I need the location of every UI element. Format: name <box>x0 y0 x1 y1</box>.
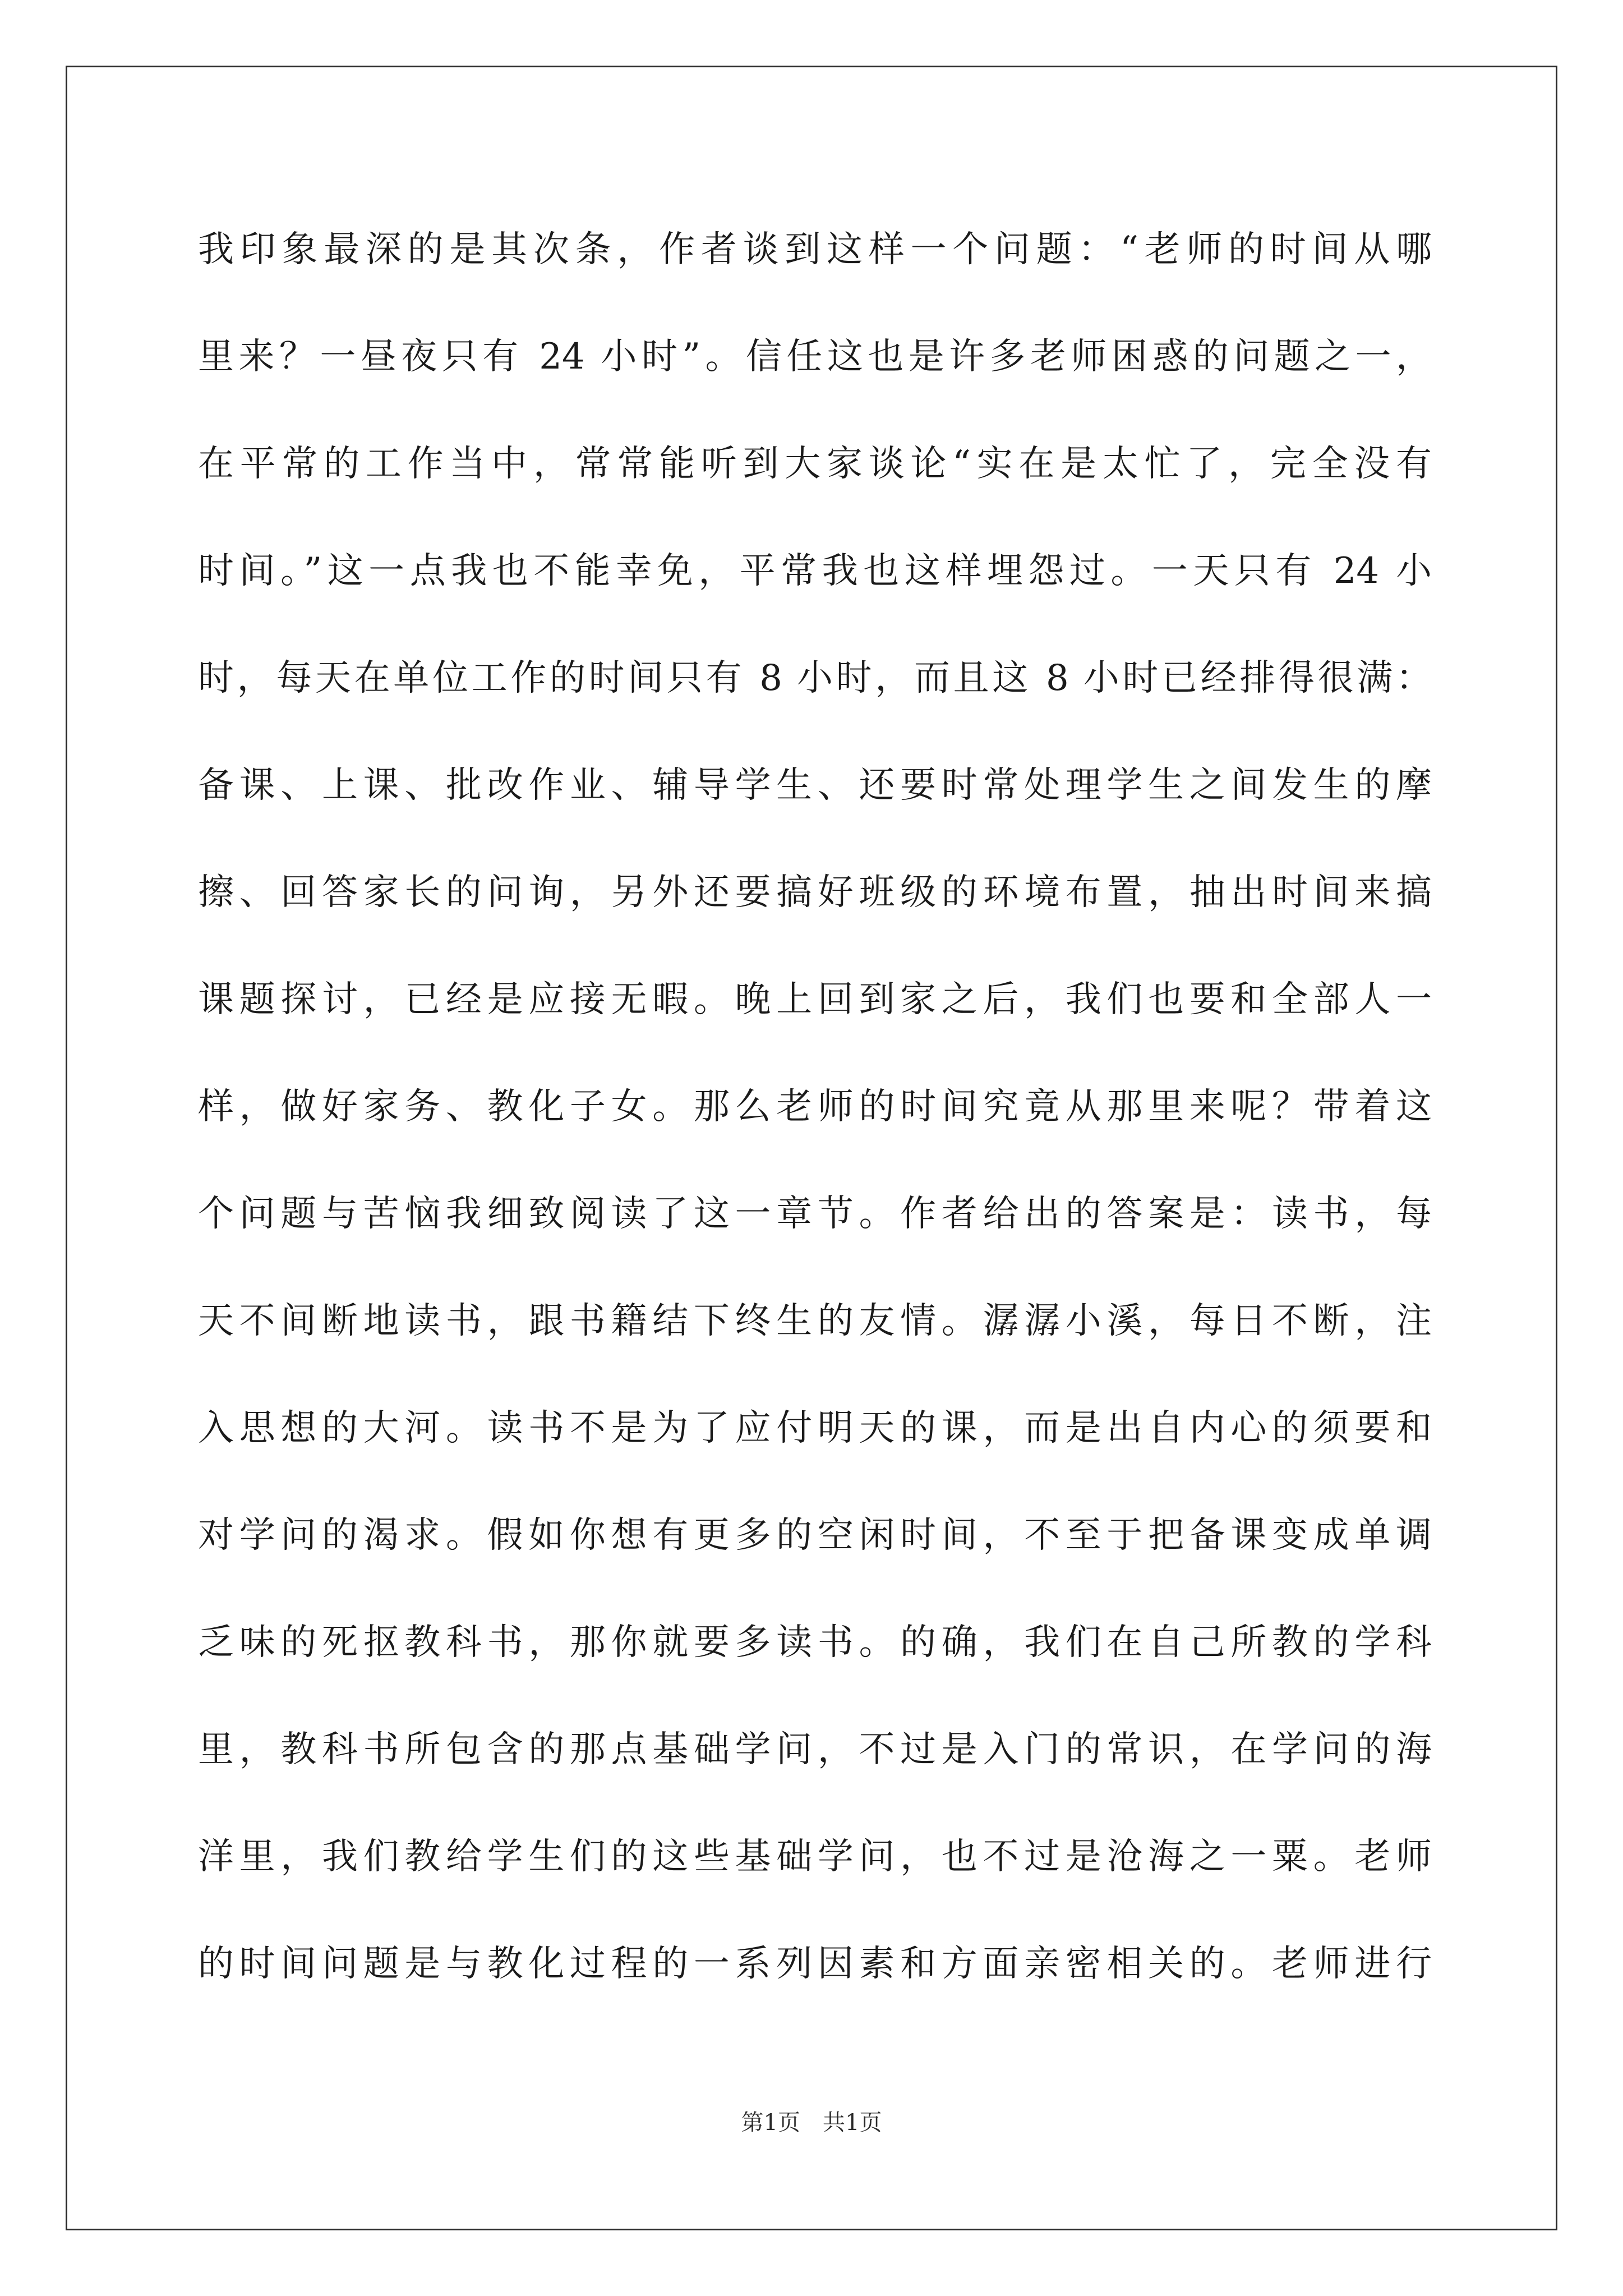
text-line-14: 乏味的死抠教科书，那你就要多读书。的确，我们在自己所教的学科 <box>198 1622 1432 1663</box>
text-line-1: 我印象最深的是其次条，作者谈到这样一个问题：“老师的时间从哪 <box>198 229 1432 270</box>
text-line-10: 个问题与苦恼我细致阅读了这一章节。作者给出的答案是：读书，每 <box>198 1193 1432 1235</box>
text-line-3: 在平常的工作当中，常常能听到大家谈论“实在是太忙了，完全没有 <box>198 443 1432 485</box>
text-line-11: 天不间断地读书，跟书籍结下终生的友情。潺潺小溪，每日不断，注 <box>198 1300 1432 1342</box>
page-footer <box>0 2106 1623 2139</box>
text-line-12: 入思想的大河。读书不是为了应付明天的课，而是出自内心的须要和 <box>198 1407 1432 1449</box>
text-line-17: 的时间问题是与教化过程的一系列因素和方面亲密相关的。老师进行 <box>198 1943 1432 1985</box>
text-line-16: 洋里，我们教给学生们的这些基础学问，也不过是沧海之一粟。老师 <box>198 1836 1432 1878</box>
page-total: 共1页 <box>823 2110 882 2136</box>
page-number: 第1页 <box>741 2110 800 2136</box>
text-line-13: 对学问的渴求。假如你想有更多的空闲时间，不至于把备课变成单调 <box>198 1515 1432 1556</box>
text-line-7: 擦、回答家长的问询，另外还要搞好班级的环境布置，抽出时间来搞 <box>198 872 1432 913</box>
document-body <box>198 212 1432 2033</box>
text-line-9: 样，做好家务、教化子女。那么老师的时间究竟从那里来呢？带着这 <box>198 1086 1432 1128</box>
text-line-4: 时间。”这一点我也不能幸免，平常我也这样埋怨过。一天只有 24 小 <box>198 550 1432 592</box>
text-line-6: 备课、上课、批改作业、辅导学生、还要时常处理学生之间发生的摩 <box>198 765 1432 806</box>
text-line-15: 里，教科书所包含的那点基础学问，不过是入门的常识，在学问的海 <box>198 1729 1432 1770</box>
text-line-8: 课题探讨，已经是应接无暇。晚上回到家之后，我们也要和全部人一 <box>198 979 1432 1020</box>
text-line-5: 时，每天在单位工作的时间只有 8 小时，而且这 8 小时已经排得很满： <box>198 657 1432 699</box>
text-line-2: 里来？一昼夜只有 24 小时”。信任这也是许多老师困惑的问题之一， <box>198 336 1432 378</box>
